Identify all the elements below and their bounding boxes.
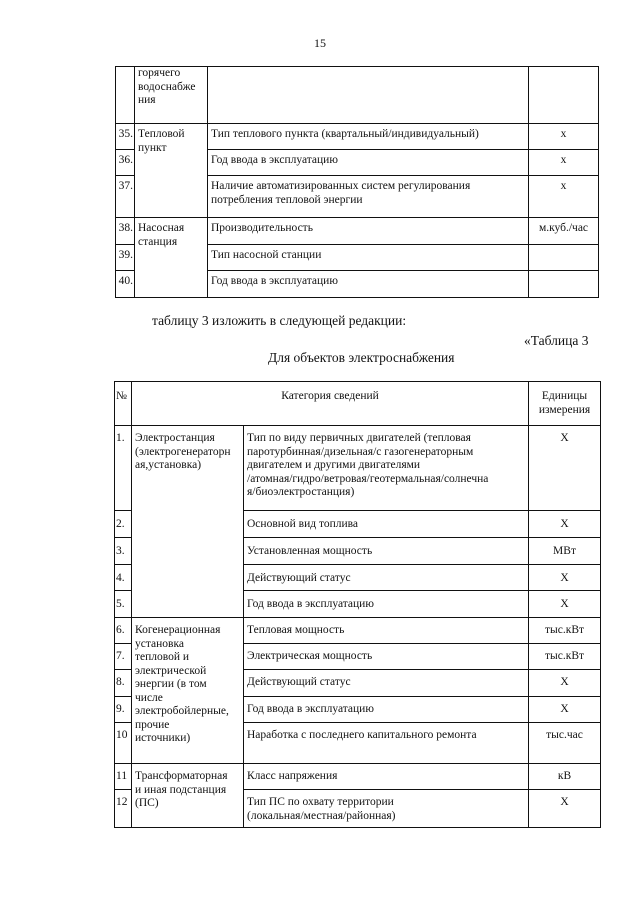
item-cell <box>208 67 529 124</box>
row-number: 4. <box>115 565 132 591</box>
row-number: 38. <box>116 218 135 245</box>
row-number: 10 <box>115 723 132 764</box>
unit-cell: Х <box>529 426 601 511</box>
table-header-row <box>115 382 601 426</box>
item-cell: Год ввода в эксплуатацию <box>208 271 529 298</box>
unit-cell: Х <box>529 790 601 828</box>
item-cell: Тип насосной станции <box>208 245 529 271</box>
unit-cell: Х <box>529 670 601 697</box>
row-number: 1. <box>115 426 132 511</box>
item-cell: Производительность <box>208 218 529 245</box>
unit-cell <box>529 245 599 271</box>
category-cell: Насосная станция <box>135 218 208 298</box>
category-cell: Электростанция (электрогенераторн ая,установка) <box>132 426 244 618</box>
item-cell: Тепловая мощность <box>244 618 529 644</box>
item-cell: Наличие автоматизированных систем регулирования потребления тепловой энергии <box>208 176 529 218</box>
row-number: 12 <box>115 790 132 828</box>
unit-cell: x <box>529 124 599 150</box>
item-cell: Действующий статус <box>244 565 529 591</box>
row-number <box>116 67 135 124</box>
unit-cell <box>529 271 599 298</box>
category-cell: Трансформаторная и иная подстанция (ПС) <box>132 764 244 828</box>
row-number: 39. <box>116 245 135 271</box>
row-number: 7. <box>115 644 132 670</box>
row-number: 6. <box>115 618 132 644</box>
column-header-category: Категория сведений <box>132 382 529 426</box>
item-cell: Электрическая мощность <box>244 644 529 670</box>
table-title: Для объектов электроснабжения <box>268 350 455 365</box>
unit-cell: Х <box>529 511 601 538</box>
item-cell: Год ввода в эксплуатацию <box>244 591 529 618</box>
unit-cell: Х <box>529 565 601 591</box>
row-number: 35. <box>116 124 135 150</box>
unit-cell: x <box>529 176 599 218</box>
row-number: 36. <box>116 150 135 176</box>
category-cell: Тепловой пункт <box>135 124 208 218</box>
table-row <box>115 764 601 790</box>
unit-cell: x <box>529 150 599 176</box>
unit-cell: тыс.кВт <box>529 644 601 670</box>
unit-cell: кВ <box>529 764 601 790</box>
item-cell: Установленная мощность <box>244 538 529 565</box>
row-number: 40. <box>116 271 135 298</box>
previous-table <box>115 66 599 298</box>
unit-cell: тыс.кВт <box>529 618 601 644</box>
item-cell: Наработка с последнего капитального ремонта <box>244 723 529 764</box>
row-number: 8. <box>115 670 132 697</box>
item-cell: Основной вид топлива <box>244 511 529 538</box>
category-cell: горячего водоснабже ния <box>135 67 208 124</box>
unit-cell: МВт <box>529 538 601 565</box>
unit-cell <box>529 67 599 124</box>
item-cell: Действующий статус <box>244 670 529 697</box>
table-row <box>115 618 601 644</box>
unit-cell: тыс.час <box>529 723 601 764</box>
unit-cell: Х <box>529 697 601 723</box>
item-cell: Тип по виду первичных двигателей (тепловая паротурбинная/дизельная/с газогенераторным двигателем и другими двигателями /атомная/гидро/ветровая/геотермальная/солнечна я/биоэлектростанция) <box>244 426 529 511</box>
table-row <box>115 426 601 511</box>
row-number: 3. <box>115 538 132 565</box>
column-header-units: Единицы измерения <box>529 382 601 426</box>
unit-cell: м.куб./час <box>529 218 599 245</box>
row-number: 5. <box>115 591 132 618</box>
table-row <box>116 67 599 124</box>
table-3 <box>114 381 601 828</box>
row-number: 37. <box>116 176 135 218</box>
amendment-paragraph: таблицу 3 изложить в следующей редакции: <box>152 313 407 328</box>
item-cell: Год ввода в эксплуатацию <box>208 150 529 176</box>
table-row <box>116 218 599 245</box>
item-cell: Тип теплового пункта (квартальный/индивидуальный) <box>208 124 529 150</box>
page-number: 15 <box>314 36 326 50</box>
item-cell: Класс напряжения <box>244 764 529 790</box>
table-label: «Таблица 3 <box>524 333 589 348</box>
row-number: 11 <box>115 764 132 790</box>
unit-cell: Х <box>529 591 601 618</box>
table-row <box>116 124 599 150</box>
column-header-number: № <box>115 382 132 426</box>
item-cell: Год ввода в эксплуатацию <box>244 697 529 723</box>
item-cell: Тип ПС по охвату территории (локальная/местная/районная) <box>244 790 529 828</box>
row-number: 2. <box>115 511 132 538</box>
category-cell: Когенерационная установка тепловой и электрической энергии (в том числе электробойлерные, прочие источники) <box>132 618 244 764</box>
row-number: 9. <box>115 697 132 723</box>
